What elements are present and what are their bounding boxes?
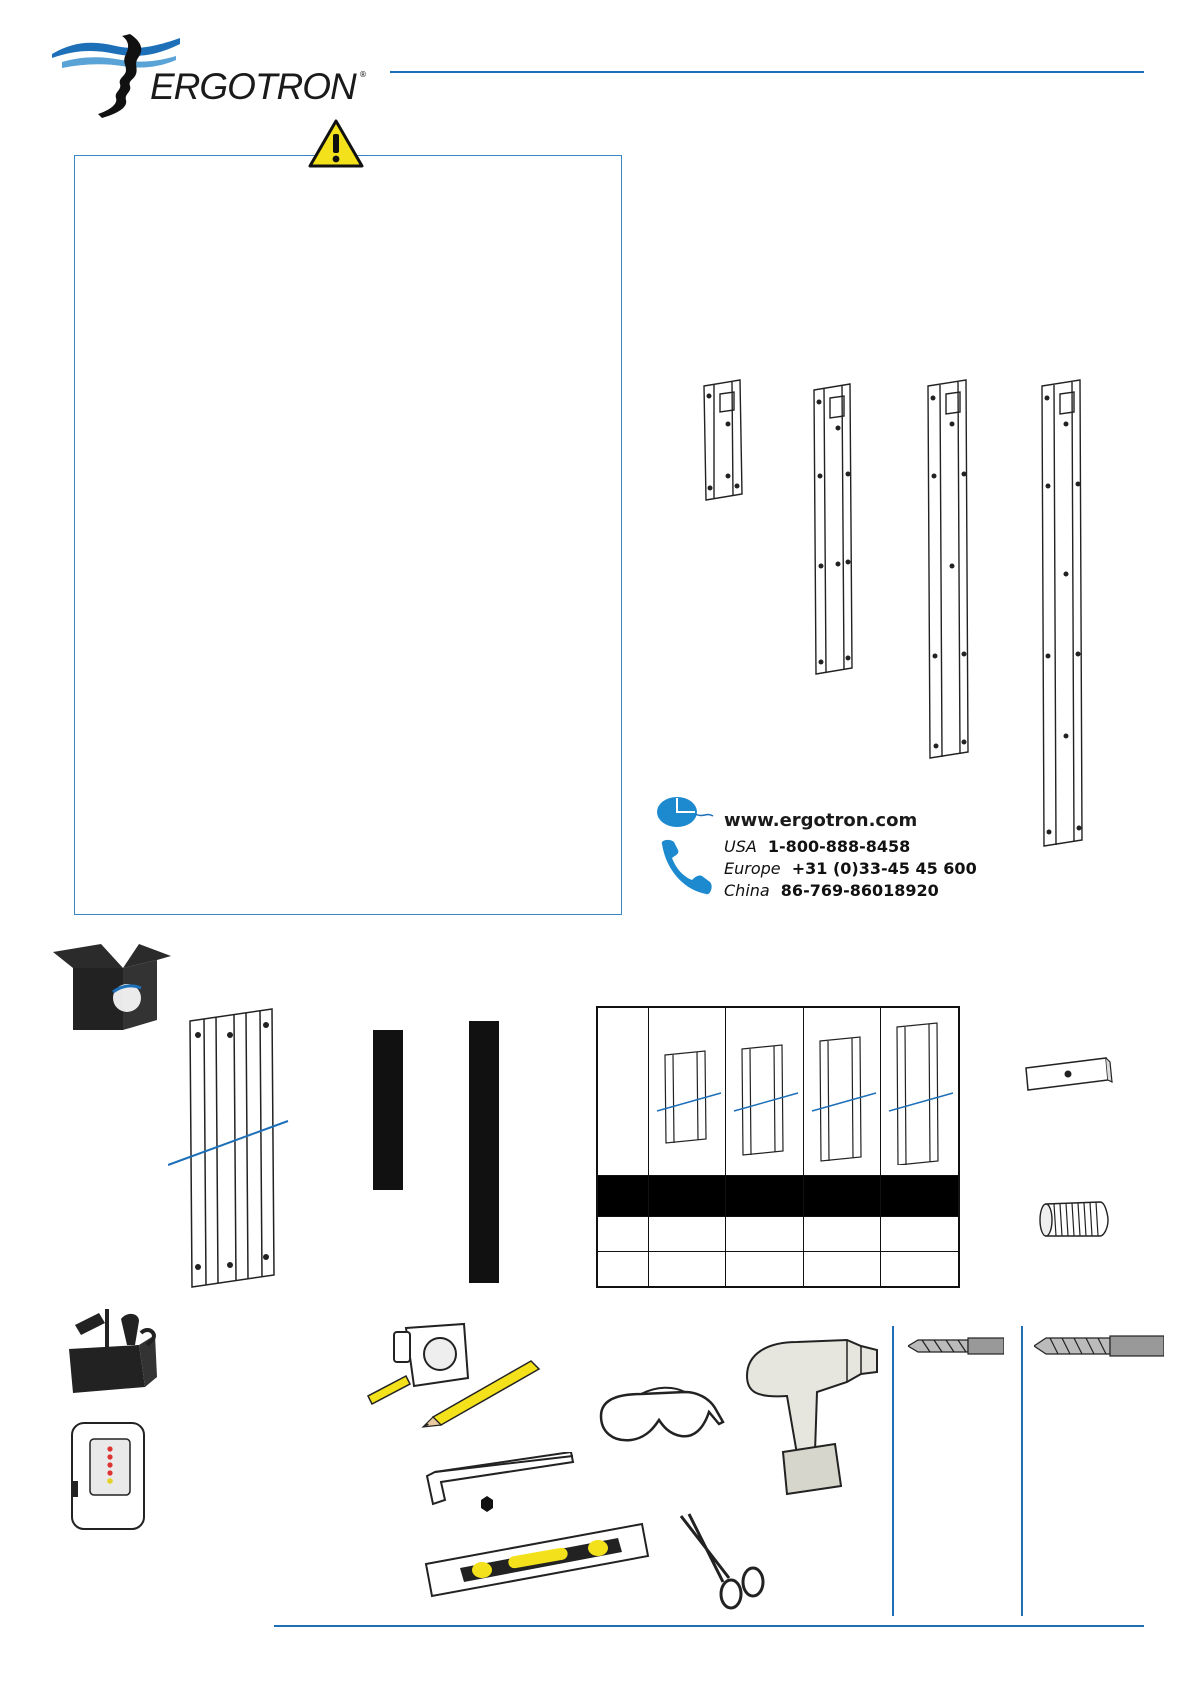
rail-size-table	[596, 1006, 960, 1288]
contact-label: Europe	[724, 859, 781, 878]
table-cell	[649, 1252, 726, 1288]
contact-line-europe	[724, 859, 977, 878]
contact-number: 1-800-888-8458	[767, 837, 911, 856]
set-screw-part	[1038, 1198, 1110, 1240]
table-cell	[726, 1176, 803, 1217]
masonry-drill-bit-icon	[1034, 1332, 1164, 1358]
logo-wordmark: ERGOTRON	[150, 66, 356, 107]
table-cell	[649, 1217, 726, 1252]
table-cell	[881, 1176, 959, 1217]
table-cell	[881, 1217, 959, 1252]
warning-box	[74, 155, 622, 915]
toolbox-icon	[65, 1305, 159, 1395]
table-cell	[597, 1217, 649, 1252]
hex-key-icon	[417, 1452, 579, 1516]
contact-number: +31 (0)33-45 45 600	[791, 859, 977, 878]
contact-line-china	[724, 881, 939, 900]
website-link[interactable]: www.ergotron.com	[724, 810, 918, 831]
table-cell	[726, 1252, 803, 1288]
table-cell	[726, 1217, 803, 1252]
table-cell	[726, 1007, 803, 1176]
contact-label: USA	[724, 837, 757, 856]
black-strip-short	[373, 1030, 403, 1190]
rail-thumbnail-3	[804, 1015, 880, 1165]
table-cell	[649, 1176, 726, 1217]
column-divider	[1021, 1326, 1023, 1616]
rail-thumbnail-1	[649, 1015, 725, 1165]
black-strip-long	[469, 1021, 499, 1283]
scissors-icon	[677, 1512, 767, 1620]
table-cell	[803, 1217, 880, 1252]
wall-track-rails-illustration	[690, 376, 1130, 856]
table-cell	[597, 1176, 649, 1217]
warning-triangle-icon	[307, 118, 365, 170]
table-cell	[649, 1007, 726, 1176]
contact-label: China	[724, 881, 770, 900]
table-cell	[881, 1252, 959, 1288]
power-drill-icon	[737, 1336, 881, 1508]
mounting-plate-part	[1020, 1050, 1116, 1100]
contact-line-usa	[724, 837, 910, 856]
spirit-level-icon	[422, 1516, 660, 1600]
rail-thumbnail-2	[726, 1015, 802, 1165]
computer-mouse-icon	[655, 790, 715, 836]
header-rule	[390, 71, 1144, 73]
drill-bit-icon	[908, 1332, 1004, 1358]
table-cell	[881, 1007, 959, 1176]
table-cell	[803, 1007, 880, 1176]
table-cell	[803, 1252, 880, 1288]
parts-box-icon	[53, 938, 175, 1030]
registered-mark: ®	[359, 70, 367, 79]
phone-handset-icon	[658, 838, 718, 898]
rail-thumbnail-4	[881, 1015, 957, 1165]
table-cell	[597, 1252, 649, 1288]
wall-track-rail-part-illustration	[168, 1005, 298, 1295]
table-cell	[803, 1176, 880, 1217]
safety-goggles-icon	[597, 1380, 725, 1444]
table-cell	[597, 1007, 649, 1176]
pencil-icon	[419, 1355, 543, 1429]
column-divider	[892, 1326, 894, 1616]
footer-rule	[274, 1625, 1144, 1627]
contact-number: 86-769-86018920	[780, 881, 939, 900]
stud-finder-icon	[70, 1421, 146, 1531]
